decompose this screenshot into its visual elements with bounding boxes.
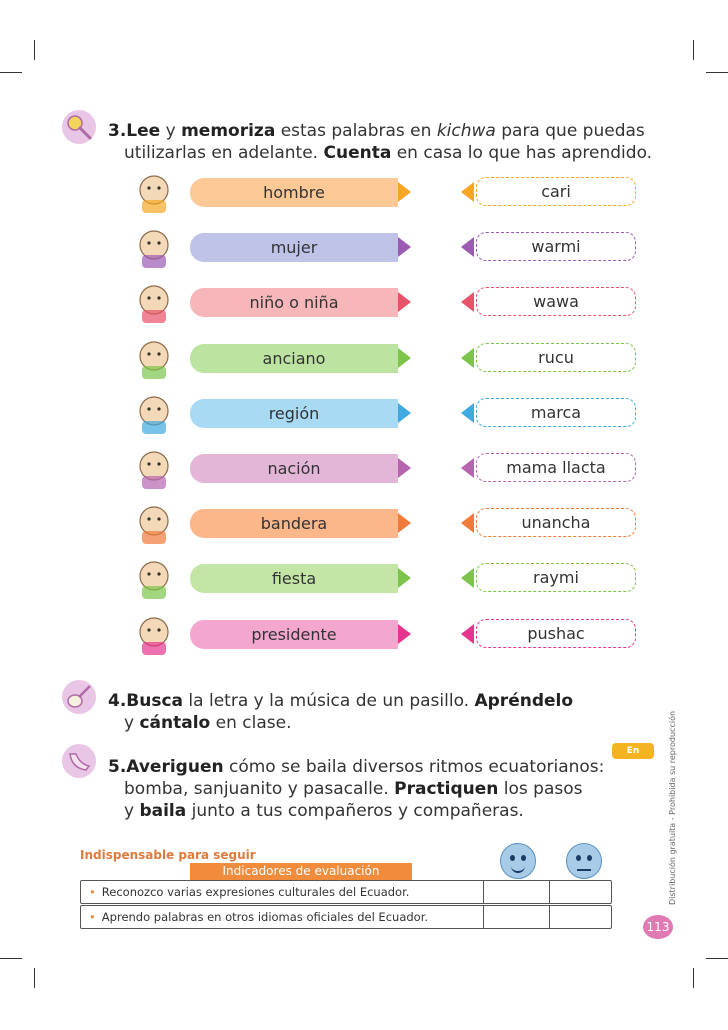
kichwa-word: warmi (476, 232, 636, 261)
check-cell[interactable] (549, 881, 612, 903)
check-cell[interactable] (549, 906, 612, 928)
crop-mark (706, 958, 728, 959)
spanish-word: mujer (190, 233, 398, 262)
arrow-right-icon (398, 348, 411, 368)
flag-icon (128, 501, 180, 547)
guitar-icon (62, 680, 96, 714)
arrow-left-icon (461, 182, 474, 202)
nation-map-icon (128, 446, 180, 492)
question-number: 3. (108, 121, 127, 141)
check-cell[interactable] (483, 881, 550, 903)
arrow-right-icon (398, 568, 411, 588)
region-map-icon (128, 391, 180, 437)
check-cell[interactable] (483, 906, 550, 928)
kichwa-word: rucu (476, 343, 636, 372)
question-5-text: 5.Averiguen cómo se baila diversos ritmos ecuatorianos: bomba, sanjuanito y pasacalle. Practiquen los pasos y baila junto a tus compañeros y compañeras. (108, 757, 605, 821)
side-note: Distribución gratuita - Prohibida su reproducción (668, 710, 677, 905)
arrow-right-icon (398, 292, 411, 312)
microphone-icon (62, 110, 96, 144)
question-4-text: 4.Busca la letra y la música de un pasillo. Apréndelo y cántalo en clase. (108, 691, 574, 733)
arrow-left-icon (461, 348, 474, 368)
spanish-word: presidente (190, 620, 398, 649)
happy-face-icon (500, 843, 536, 879)
pair-work-badge: En pareja (612, 743, 654, 759)
dance-shoe-icon (62, 744, 96, 778)
crop-mark (0, 958, 22, 959)
spanish-word: fiesta (190, 564, 398, 593)
table-row: • Reconozco varias expresiones culturales del Ecuador. (80, 880, 612, 904)
evaluation-header: Indicadores de evaluación (190, 863, 412, 880)
party-hat-icon (128, 556, 180, 602)
spanish-word: bandera (190, 509, 398, 538)
kichwa-word: marca (476, 398, 636, 427)
arrow-right-icon (398, 513, 411, 533)
arrow-right-icon (398, 237, 411, 257)
arrow-right-icon (398, 624, 411, 644)
bullet-icon: • (89, 885, 96, 899)
page-number: 113 (643, 915, 673, 939)
neutral-face-icon (566, 843, 602, 879)
spanish-word: niño o niña (190, 288, 398, 317)
kichwa-word: cari (476, 177, 636, 206)
arrow-left-icon (461, 403, 474, 423)
kichwa-word: unancha (476, 508, 636, 537)
spanish-word: hombre (190, 178, 398, 207)
child-icon (128, 280, 180, 326)
crop-mark (34, 40, 35, 60)
woman-icon (128, 225, 180, 271)
kichwa-word: pushac (476, 619, 636, 648)
kichwa-word: raymi (476, 563, 636, 592)
bullet-icon: • (89, 910, 96, 924)
arrow-left-icon (461, 513, 474, 533)
arrow-left-icon (461, 237, 474, 257)
elder-icon (128, 336, 180, 382)
arrow-right-icon (398, 403, 411, 423)
kichwa-word: wawa (476, 287, 636, 316)
crop-mark (706, 72, 728, 73)
arrow-right-icon (398, 182, 411, 202)
crop-mark (693, 968, 694, 988)
man-icon (128, 170, 180, 216)
crop-mark (693, 40, 694, 60)
evaluation-title: Indispensable para seguir (80, 848, 256, 862)
president-portrait-icon (128, 612, 180, 658)
question-3-text: 3.Lee y memoriza estas palabras en kichwa para que puedas utilizarlas en adelante. Cuenta en casa lo que has aprendido. (108, 121, 653, 163)
arrow-left-icon (461, 624, 474, 644)
table-row: • Aprendo palabras en otros idiomas oficiales del Ecuador. (80, 905, 612, 929)
arrow-right-icon (398, 458, 411, 478)
spanish-word: nación (190, 454, 398, 483)
crop-mark (34, 968, 35, 988)
kichwa-word: mama llacta (476, 453, 636, 482)
crop-mark (0, 72, 22, 73)
arrow-left-icon (461, 292, 474, 312)
arrow-left-icon (461, 458, 474, 478)
arrow-left-icon (461, 568, 474, 588)
spanish-word: región (190, 399, 398, 428)
spanish-word: anciano (190, 344, 398, 373)
